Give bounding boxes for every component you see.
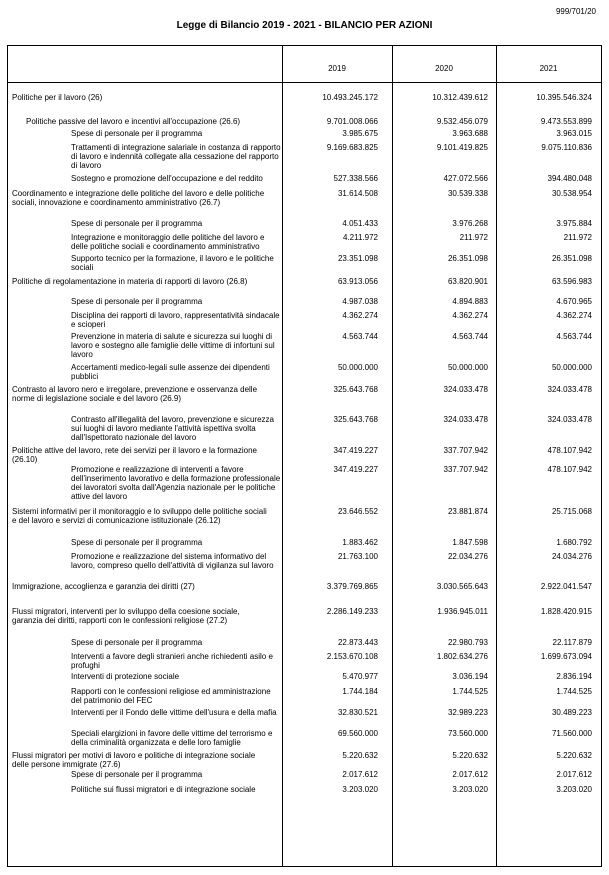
- row-label: Interventi per il Fondo delle vittime dell'usura e della mafia: [71, 708, 277, 717]
- row-label: Supporto tecnico per la formazione, il lavoro e le politiche sociali: [71, 254, 274, 272]
- value-2020: 3.976.268: [452, 219, 488, 228]
- row-label: Immigrazione, accoglienza e garanzia dei diritti (27): [12, 582, 195, 591]
- value-2021: 10.395.546.324: [536, 93, 592, 102]
- value-2019: 31.614.508: [337, 189, 378, 198]
- value-2021: 1.699.673.094: [540, 652, 592, 661]
- value-2019: 23.351.098: [337, 254, 378, 263]
- value-2020: 73.560.000: [447, 729, 488, 738]
- value-2021: 3.963.015: [556, 129, 592, 138]
- value-2020: 9.101.419.825: [436, 143, 488, 152]
- header-divider: [8, 82, 601, 83]
- row-label: Spese di personale per il programma: [71, 770, 203, 779]
- value-2020: 427.072.566: [443, 174, 488, 183]
- value-2020: 22.980.793: [447, 638, 488, 647]
- row-label: Contrasto al lavoro nero e irregolare, prevenzione e osservanza delle norme di legislazione sociale e del lavoro (26.9): [12, 385, 258, 403]
- row-label: Spese di personale per il programma: [71, 297, 203, 306]
- value-2021: 9.075.110.836: [541, 143, 592, 152]
- value-2019: 10.493.245.172: [322, 93, 378, 102]
- document-id: 999/701/20: [555, 7, 596, 16]
- value-2021: 63.596.983: [551, 277, 592, 286]
- value-2020: 9.532.456.079: [436, 117, 488, 126]
- value-2021: 9.473.553.899: [540, 117, 592, 126]
- value-2019: 2.017.612: [342, 770, 378, 779]
- row-label: Flussi migratori per motivi di lavoro e politiche di integrazione sociale delle persone immigrate (27.6): [12, 751, 256, 769]
- row-label: Interventi a favore degli stranieri anche richiedenti asilo e profughi: [71, 652, 273, 670]
- value-2021: 1.828.420.915: [540, 607, 592, 616]
- value-2021: 211.972: [563, 233, 592, 242]
- value-2020: 1.744.525: [452, 687, 488, 696]
- row-label: Politiche attive del lavoro, rete dei servizi per il lavoro e la formazione (26.10): [12, 446, 258, 464]
- value-2021: 22.117.879: [552, 638, 592, 647]
- value-2019: 23.646.552: [337, 507, 378, 516]
- value-2019: 3.203.020: [342, 785, 378, 794]
- value-2019: 63.913.056: [337, 277, 378, 286]
- row-label: Politiche di regolamentazione in materia di rapporti di lavoro (26.8): [12, 277, 248, 286]
- value-2020: 324.033.478: [443, 415, 488, 424]
- column-header-2020: 2020: [435, 64, 453, 73]
- value-2019: 527.338.566: [333, 174, 378, 183]
- budget-table: [7, 45, 602, 867]
- value-2021: 3.203.020: [556, 785, 592, 794]
- value-2021: 478.107.942: [547, 446, 592, 455]
- value-2021: 24.034.276: [551, 552, 592, 561]
- value-2019: 21.763.100: [337, 552, 378, 561]
- row-label: Promozione e realizzazione del sistema informativo del lavoro, compreso quello dell'attività di vigilanza sul lavoro: [71, 552, 274, 570]
- value-2021: 26.351.098: [551, 254, 592, 263]
- value-2021: 50.000.000: [551, 363, 592, 372]
- value-2019: 4.362.274: [342, 311, 378, 320]
- value-2020: 1.802.634.276: [436, 652, 488, 661]
- value-2019: 1.883.462: [342, 538, 378, 547]
- value-2019: 1.744.184: [342, 687, 378, 696]
- value-2019: 3.379.769.865: [326, 582, 378, 591]
- row-label: Speciali elargizioni in favore delle vittime del terrorismo e della criminalità organizzata e delle loro famiglie: [71, 729, 273, 747]
- row-label: Integrazione e monitoraggio delle politiche del lavoro e delle politiche sociali e coordinamento amministrativo: [71, 233, 265, 251]
- value-2020: 50.000.000: [447, 363, 488, 372]
- value-2021: 4.563.744: [556, 332, 592, 341]
- value-2021: 3.975.884: [556, 219, 592, 228]
- column-header-2019: 2019: [328, 64, 346, 73]
- row-label: Accertamenti medico-legali sulle assenze dei dipendenti pubblici: [71, 363, 270, 381]
- value-2020: 337.707.942: [443, 446, 488, 455]
- row-label: Sistemi informativi per il monitoraggio e lo sviluppo delle politiche sociali e del lavoro e servizi di comunicazione istituzionale (26.12): [12, 507, 267, 525]
- row-label: Sostegno e promozione dell'occupazione e del reddito: [71, 174, 263, 183]
- value-2020: 23.881.874: [447, 507, 488, 516]
- row-label: Spese di personale per il programma: [71, 538, 203, 547]
- value-2019: 3.985.675: [342, 129, 378, 138]
- value-2020: 5.220.632: [452, 751, 488, 760]
- value-2019: 325.643.768: [333, 385, 378, 394]
- value-2020: 32.989.223: [447, 708, 488, 717]
- value-2021: 478.107.942: [547, 465, 592, 474]
- row-label: Disciplina dei rapporti di lavoro, rappresentatività sindacale e scioperi: [71, 311, 280, 329]
- value-2021: 25.715.068: [551, 507, 592, 516]
- value-2021: 30.538.954: [551, 189, 592, 198]
- row-label: Rapporti con le confessioni religiose ed amministrazione del patrimonio del FEC: [71, 687, 271, 705]
- value-2020: 1.847.598: [452, 538, 488, 547]
- column-divider: [496, 46, 497, 866]
- value-2020: 211.972: [459, 233, 488, 242]
- row-label: Trattamenti di integrazione salariale in costanza di rapporto di lavoro e indennità collegate alla cessazione del rapporto di lavoro: [71, 143, 281, 170]
- value-2021: 5.220.632: [556, 751, 592, 760]
- value-2020: 2.017.612: [452, 770, 488, 779]
- value-2021: 4.362.274: [556, 311, 592, 320]
- column-header-2021: 2021: [539, 64, 558, 73]
- value-2021: 2.836.194: [556, 672, 592, 681]
- value-2020: 4.563.744: [452, 332, 488, 341]
- value-2021: 324.033.478: [547, 415, 592, 424]
- page-title: Legge di Bilancio 2019 - 2021 - BILANCIO PER AZIONI: [176, 20, 433, 31]
- value-2021: 1.680.792: [556, 538, 592, 547]
- value-2020: 3.963.688: [452, 129, 488, 138]
- value-2019: 4.051.433: [342, 219, 378, 228]
- value-2019: 5.220.632: [342, 751, 378, 760]
- value-2019: 347.419.227: [333, 446, 378, 455]
- value-2019: 50.000.000: [337, 363, 378, 372]
- value-2021: 4.670.965: [556, 297, 592, 306]
- value-2019: 5.470.977: [342, 672, 378, 681]
- value-2019: 32.830.521: [337, 708, 378, 717]
- value-2019: 9.169.683.825: [326, 143, 378, 152]
- value-2019: 2.286.149.233: [326, 607, 378, 616]
- row-label: Prevenzione in materia di salute e sicurezza sui luoghi di lavoro e sostegno alle famiglie delle vittime di infortuni sul lavoro: [71, 332, 275, 359]
- value-2019: 4.563.744: [342, 332, 378, 341]
- value-2021: 324.033.478: [547, 385, 592, 394]
- value-2020: 324.033.478: [443, 385, 488, 394]
- value-2020: 63.820.901: [447, 277, 488, 286]
- value-2021: 71.560.000: [551, 729, 592, 738]
- value-2019: 4.987.038: [342, 297, 378, 306]
- value-2021: 2.922.041.547: [540, 582, 592, 591]
- row-label: Contrasto all'illegalità del lavoro, prevenzione e sicurezza sui luoghi di lavoro mediante l'attività ispettiva svolta dall'Ispettorato nazionale del lavoro: [71, 415, 274, 442]
- value-2020: 4.894.883: [452, 297, 488, 306]
- value-2020: 3.036.194: [452, 672, 488, 681]
- value-2020: 4.362.274: [452, 311, 488, 320]
- row-label: Politiche passive del lavoro e incentivi all'occupazione (26.6): [26, 117, 241, 126]
- value-2021: 1.744.525: [556, 687, 592, 696]
- value-2019: 347.419.227: [333, 465, 378, 474]
- value-2020: 1.936.945.011: [437, 607, 488, 616]
- row-label: Spese di personale per il programma: [71, 638, 203, 647]
- row-label: Politiche sui flussi migratori e di integrazione sociale: [71, 785, 256, 794]
- row-label: Spese di personale per il programma: [71, 129, 203, 138]
- value-2020: 26.351.098: [447, 254, 488, 263]
- value-2021: 394.480.048: [547, 174, 592, 183]
- column-divider: [392, 46, 393, 866]
- value-2019: 22.873.443: [337, 638, 378, 647]
- row-label: Coordinamento e integrazione delle politiche del lavoro e delle politiche sociali, innovazione e coordinamento amministrativo (26.7): [12, 189, 265, 207]
- value-2021: 2.017.612: [556, 770, 592, 779]
- row-label: Flussi migratori, interventi per lo sviluppo della coesione sociale, garanzia dei diritti, rapporti con le confessioni religiose (27.2): [12, 607, 240, 625]
- value-2020: 337.707.942: [443, 465, 488, 474]
- value-2020: 30.539.338: [447, 189, 488, 198]
- value-2021: 30.489.223: [551, 708, 592, 717]
- value-2020: 10.312.439.612: [432, 93, 488, 102]
- row-label: Interventi di protezione sociale: [71, 672, 180, 681]
- value-2019: 9.701.008.066: [326, 117, 378, 126]
- value-2020: 3.203.020: [452, 785, 488, 794]
- value-2020: 22.034.276: [447, 552, 488, 561]
- row-label: Spese di personale per il programma: [71, 219, 203, 228]
- value-2019: 69.560.000: [337, 729, 378, 738]
- row-label: Politiche per il lavoro (26): [12, 93, 103, 102]
- row-label: Promozione e realizzazione di interventi a favore dell'inserimento lavorativo e della formazione professionale dei lavoratori svolta dall'Agenzia nazionale per le politiche attive del lavoro: [71, 465, 281, 501]
- value-2019: 2.153.670.108: [326, 652, 378, 661]
- value-2019: 4.211.972: [343, 233, 378, 242]
- value-2020: 3.030.565.643: [436, 582, 488, 591]
- value-2019: 325.643.768: [333, 415, 378, 424]
